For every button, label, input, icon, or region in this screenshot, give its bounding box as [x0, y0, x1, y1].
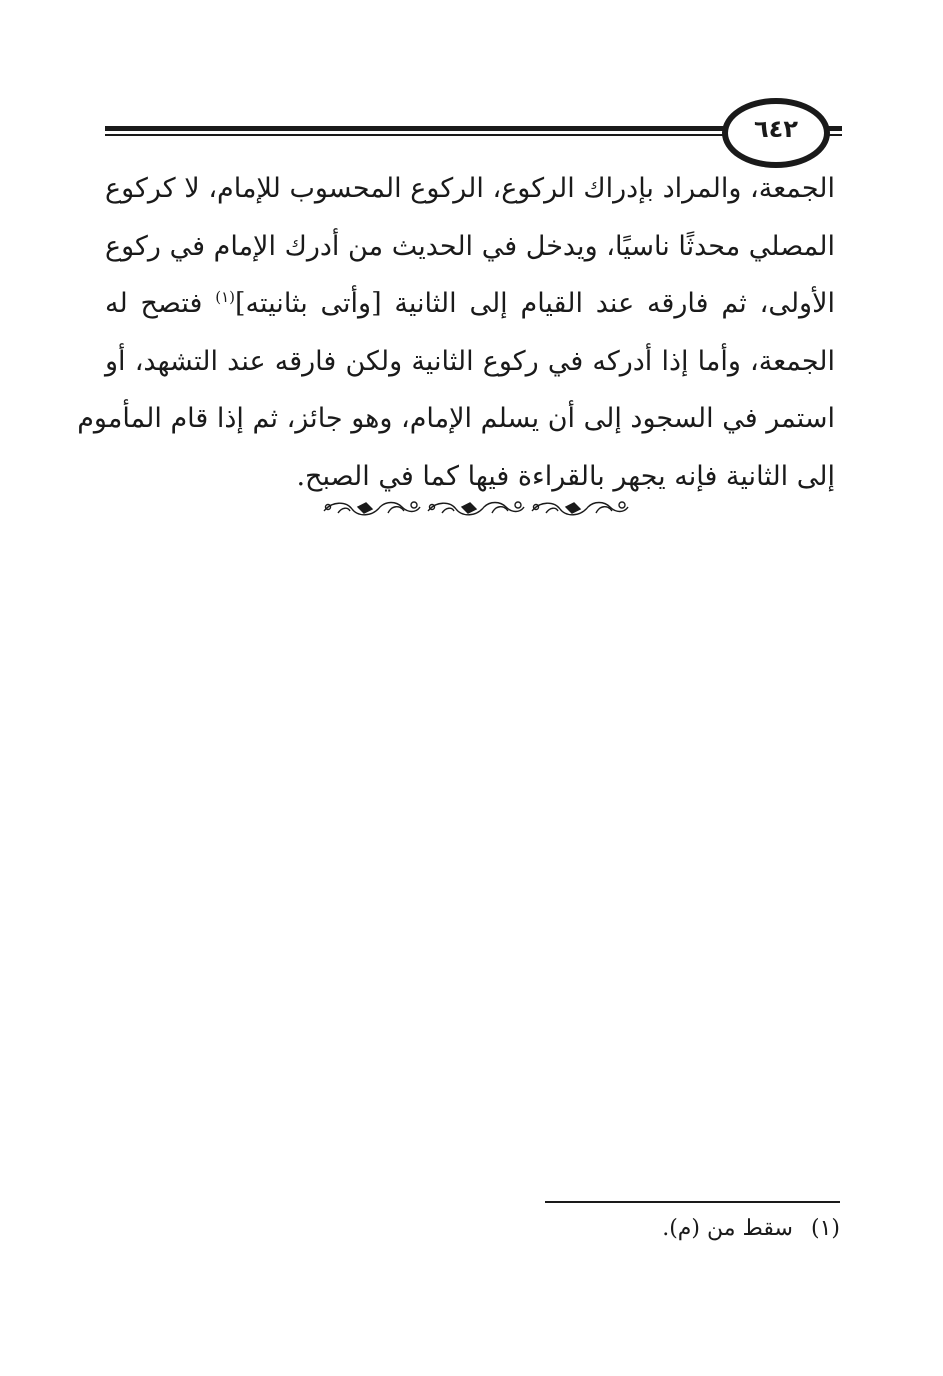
body-line-4: الجمعة، وأما إذا أدركه في ركوع الثانية ولكن فارقه عند التشهد، أو [105, 345, 835, 377]
body-line-5: استمر في السجود إلى أن يسلم الإمام، وهو جائز، ثم إذا قام المأموم [77, 403, 835, 434]
body-line-2: المصلي محدثًا ناسيًا، ويدخل في الحديث من أدرك الإمام في ركوع [105, 230, 835, 262]
body-line-1: الجمعة، والمراد بإدراك الركوع، الركوع المحسوب للإمام، لا كركوع [105, 173, 835, 204]
header-tail-thin [828, 134, 842, 136]
footnote-number: (١) [810, 1216, 840, 1241]
body-line-6: إلى الثانية فإنه يجهر بالقراءة فيها كما في الصبح. [296, 460, 835, 492]
body-line-3-text: الأولى، ثم فارقه عند القيام إلى الثانية [وأتى بثانيته] [235, 288, 835, 319]
ornament-motif-3 [532, 502, 628, 515]
footnote-rule [545, 1201, 840, 1203]
footnote-marker: (١) [215, 288, 235, 306]
body-line-3 [105, 275, 835, 333]
header-rule [105, 126, 725, 138]
body-line-3-tail: فتصح له [105, 288, 203, 319]
ornament-divider [318, 493, 630, 525]
ornament-motif-2 [428, 502, 524, 515]
header-rule-thin [105, 134, 725, 136]
ornament-motif-1 [324, 502, 420, 515]
page-number: ٦٤٢ [754, 115, 798, 143]
body-text [77, 160, 835, 505]
header-tail-thick [828, 126, 842, 131]
header-rule-thick [105, 126, 725, 131]
footnote-text: سقط من (م). [662, 1216, 793, 1241]
header-rule-tail [828, 126, 842, 138]
page-number-oval [722, 98, 830, 168]
footnote-1 [662, 1216, 840, 1241]
